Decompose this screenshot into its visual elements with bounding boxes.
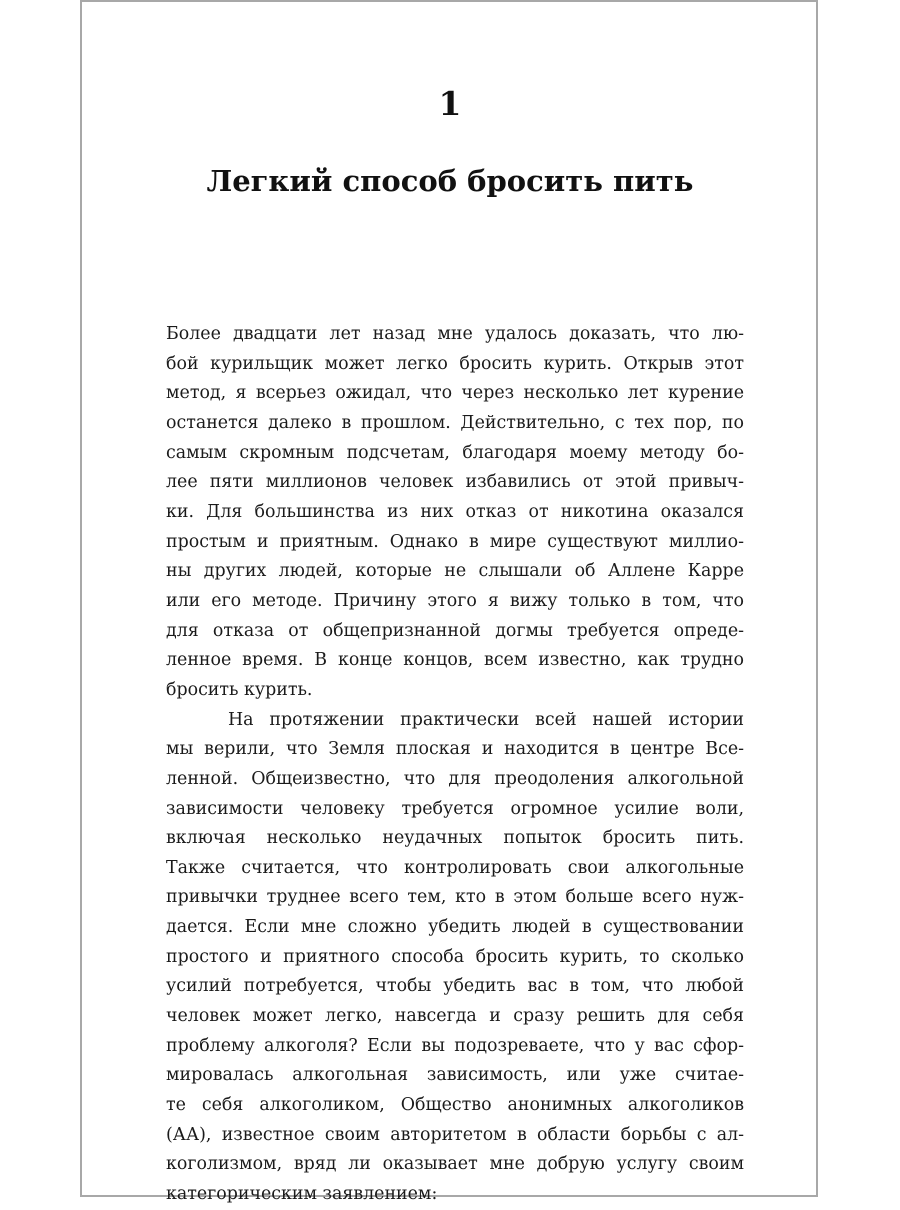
text-line: Более двадцати лет назад мне удалось доказать, что лю- [166,324,744,344]
text-line: привычки труднее всего тем, кто в этом больше всего нуж- [166,887,744,908]
text-line: дается. Если мне сложно убедить людей в существовании [166,917,744,938]
text-line: или его методе. Причину этого я вижу только в том, что [166,590,744,611]
text-line: включая несколько неудачных попыток бросить пить. [166,828,744,849]
text-line: бой курильщик может легко бросить курить. Открыв этот [166,353,744,374]
text-line: бросить курить. [166,679,313,700]
text-line: ны других людей, которые не слышали об Аллене Карре [166,561,744,582]
text-line: На протяжении практически всей нашей истории [228,709,744,730]
text-line: зависимости человеку требуется огромное усилие воли, [166,798,744,819]
body-text [166,320,744,1210]
text-line: усилий потребуется, чтобы убедить вас в том, что любой [166,976,744,997]
text-line: ленное время. В конце концов, всем известно, как трудно [166,650,744,671]
text-line: (АА), известное своим авторитетом в области борьбы с ал- [166,1124,744,1145]
paragraph [166,320,744,706]
text-line: для отказа от общепризнанной догмы требуется опреде- [166,620,744,641]
text-line: лее пяти миллионов человек избавились от этой привыч- [166,472,744,493]
chapter-title: Легкий способ бросить пить [206,164,694,198]
text-line: простого и приятного способа бросить курить, то сколько [166,946,744,967]
text-line: ки. Для большинства из них отказ от никотина оказался [166,501,744,522]
text-line: Также считается, что контролировать свои алкогольные [166,857,744,878]
text-line: коголизмом, вряд ли оказывает мне добрую услугу своим [166,1154,744,1175]
text-line: проблему алкоголя? Если вы подозреваете, что у вас сфор- [166,1035,744,1056]
text-line: метод, я всерьез ожидал, что через несколько лет курение [166,383,744,404]
text-line: ленной. Общеизвестно, что для преодоления алкогольной [166,768,744,789]
text-line: простым и приятным. Однако в мире существуют миллио- [166,531,744,552]
text-line: останется далеко в прошлом. Действительно, с тех пор, по [166,412,744,433]
text-line: самым скромным подсчетам, благодаря моему методу бо- [166,442,744,463]
chapter-number: 1 [438,84,462,123]
text-line: категорическим заявлением: [166,1184,438,1205]
text-line: те себя алкоголиком, Общество анонимных алкоголиков [166,1095,744,1116]
paragraph [166,706,744,1210]
text-line: мы верили, что Земля плоская и находится в центре Все- [166,739,744,760]
text-line: мировалась алкогольная зависимость, или уже считае- [166,1065,744,1086]
text-line: человек может легко, навсегда и сразу решить для себя [166,1006,744,1027]
